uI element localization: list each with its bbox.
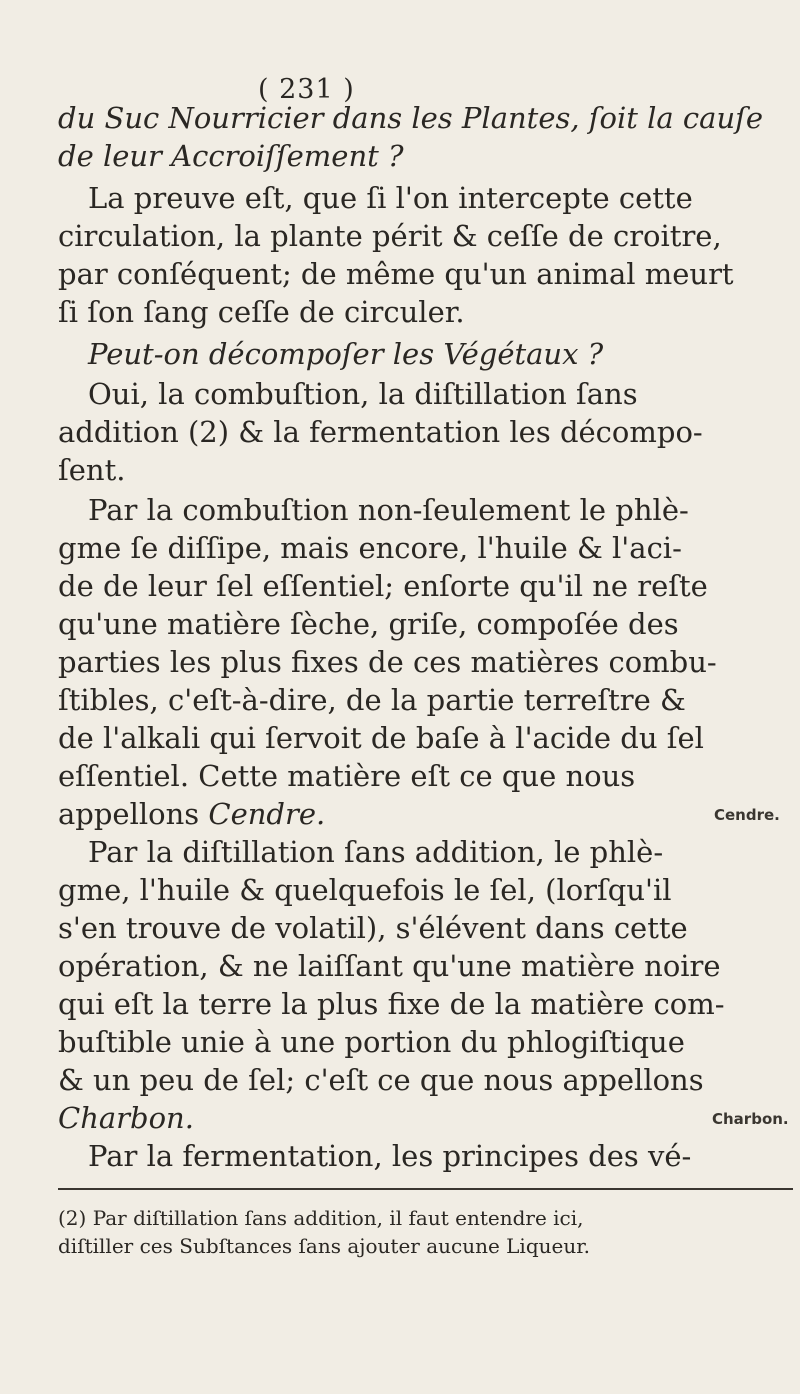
footnote-line-1: (2) Par diſtillation ſans addition, il faut entendre ici, [58, 1206, 584, 1230]
paragraph3-line-3: de de leur ſel eſſentiel; enſorte qu'il ne reſte [58, 569, 708, 603]
question-heading: Peut-on décompoſer les Végétaux ? [88, 337, 604, 371]
margin-note-charbon: Charbon. [712, 1110, 789, 1128]
paragraph4-line-4: opération, & ne laiſſant qu'une matière noire [58, 949, 721, 983]
paragraph5-line-1: Par la fermentation, les principes des vé- [88, 1139, 692, 1173]
paragraph2-line-1: Oui, la combuſtion, la diſtillation ſans [88, 377, 638, 411]
term-charbon: Charbon. [58, 1101, 194, 1135]
page-number: ( 231 ) [258, 74, 355, 105]
paragraph3-last-prefix: appellons [58, 797, 209, 831]
paragraph2-line-3: ſent. [58, 453, 126, 487]
paragraph3-line-2: gme ſe diſſipe, mais encore, l'huile & l'aci- [58, 531, 682, 565]
paragraph3-line-4: qu'une matière ſèche, griſe, compoſée des [58, 607, 679, 641]
heading-line-2: de leur Accroiſſement ? [58, 139, 404, 173]
paragraph4-line-7: & un peu de ſel; c'eſt ce que nous appellons [58, 1063, 704, 1097]
paragraph3-line-1: Par la combuſtion non-ſeulement le phlè- [88, 493, 689, 527]
paragraph4-line-1: Par la diſtillation ſans addition, le phlè- [88, 835, 664, 869]
paragraph4-line-2: gme, l'huile & quelquefois le ſel, (lorſqu'il [58, 873, 672, 907]
paragraph4-line-3: s'en trouve de volatil), s'élévent dans cette [58, 911, 688, 945]
footnote-line-2: diſtiller ces Subſtances ſans ajouter aucune Liqueur. [58, 1234, 590, 1258]
paragraph4-line-5: qui eſt la terre la plus fixe de la matière com- [58, 987, 725, 1021]
term-cendre: Cendre. [208, 797, 326, 831]
heading-line-1: du Suc Nourricier dans les Plantes, ſoit la cauſe [58, 101, 764, 135]
paragraph3-line-7: de l'alkali qui ſervoit de baſe à l'acide du ſel [58, 721, 704, 755]
paragraph4-line-6: buſtible unie à une portion du phlogiſtique [58, 1025, 685, 1059]
paragraph1-line-3: par conſéquent; de même qu'un animal meurt [58, 257, 734, 291]
paragraph1-line-4: ſi ſon ſang ceſſe de circuler. [58, 295, 465, 329]
paragraph3-line-6: ſtibles, c'eſt-à-dire, de la partie terreſtre & [58, 683, 686, 717]
footnote-rule [58, 1188, 793, 1190]
margin-note-cendre: Cendre. [714, 806, 780, 824]
paragraph3-line-5: parties les plus fixes de ces matières combu- [58, 645, 717, 679]
paragraph1-line-1: La preuve eſt, que ſi l'on intercepte cette [88, 181, 693, 215]
paragraph3-line-9 [58, 796, 325, 832]
paragraph2-line-2: addition (2) & la fermentation les décompo- [58, 415, 703, 449]
paragraph3-line-8: eſſentiel. Cette matière eſt ce que nous [58, 759, 636, 793]
paragraph1-line-2: circulation, la plante périt & ceſſe de croitre, [58, 219, 722, 253]
